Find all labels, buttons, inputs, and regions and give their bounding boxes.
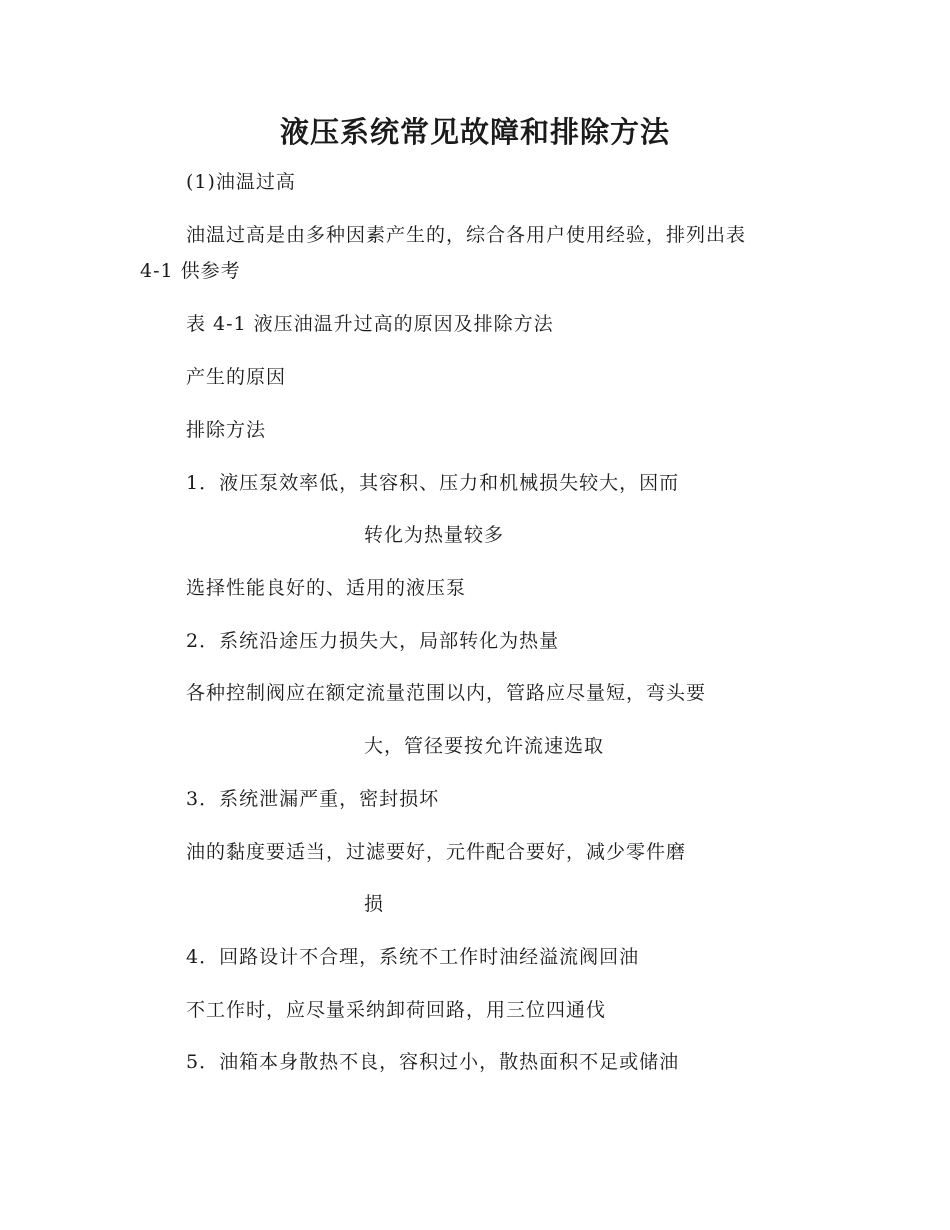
cause-item-1-line-2: 转化为热量较多 (364, 524, 505, 546)
remedy-item-3-line-2: 损 (364, 893, 385, 915)
remedy-item-4: 不工作时，应尽量采纳卸荷回路，用三位四通伐 (186, 999, 607, 1021)
remedy-item-1: 选择性能良好的、适用的液压泵 (186, 577, 467, 599)
table-caption: 表 4-1 液压油温升过高的原因及排除方法 (186, 313, 554, 335)
cause-item-2: 2．系统沿途压力损失大，局部转化为热量 (186, 630, 560, 652)
paragraph-intro-line-2: 4-1 供参考 (140, 260, 241, 282)
section-heading-oil-temperature: (1)油温过高 (186, 171, 296, 193)
cause-item-5: 5．油箱本身散热不良，容积过小，散热面积不足或储油 (186, 1051, 680, 1073)
paragraph-intro-line-1: 油温过高是由多种因素产生的，综合各用户使用经验，排列出表 (186, 224, 747, 246)
table-header-remedy: 排除方法 (186, 419, 267, 441)
table-header-cause: 产生的原因 (186, 366, 287, 388)
remedy-item-3-line-1: 油的黏度要适当，过滤要好，元件配合要好，减少零件磨 (186, 841, 687, 863)
remedy-item-2-line-2: 大，管径要按允许流速选取 (364, 735, 605, 757)
cause-item-1-line-1: 1．液压泵效率低，其容积、压力和机械损失较大，因而 (186, 472, 680, 494)
remedy-item-2-line-1: 各种控制阀应在额定流量范围以内，管路应尽量短，弯头要 (186, 682, 707, 704)
document-title: 液压系统常见故障和排除方法 (279, 115, 670, 149)
cause-item-4: 4．回路设计不合理，系统不工作时油经溢流阀回油 (186, 946, 640, 968)
cause-item-3: 3．系统泄漏严重，密封损坏 (186, 788, 440, 810)
